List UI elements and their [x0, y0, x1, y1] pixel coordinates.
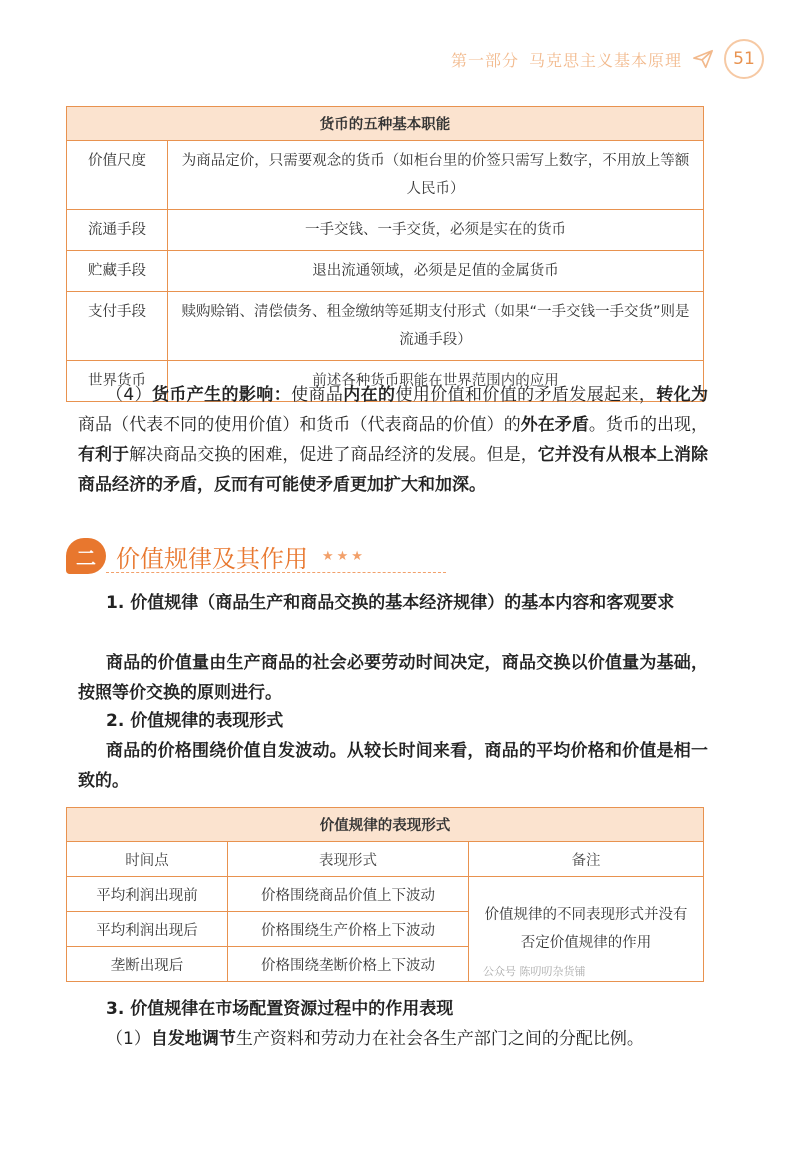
- money-impact-paragraph: [78, 380, 708, 500]
- item1-body: 商品的价值量由生产商品的社会必要劳动时间决定，商品交换以价值量为基础，按照等价交换的原则进行。: [78, 653, 708, 703]
- page-header: [451, 38, 764, 80]
- function-name: 世界货币: [67, 361, 168, 402]
- table-title: 货币的五种基本职能: [67, 107, 704, 141]
- column-header: 备注: [469, 842, 704, 877]
- section-underline: [106, 572, 446, 573]
- para-number: （1）: [106, 1029, 151, 1049]
- function-desc: 一手交钱、一手交货，必须是实在的货币: [168, 210, 704, 251]
- function-desc: 退出流通领域，必须是足值的金属货币: [168, 251, 704, 292]
- table-row: [67, 141, 704, 210]
- note-text: 价值规律的不同表现形式并没有否定价值规律的作用: [484, 907, 688, 951]
- bold-text: 货币产生的影响：: [151, 385, 292, 405]
- function-name: 贮藏手段: [67, 251, 168, 292]
- watermark: 公众号 陈叨叨杂货铺: [483, 965, 586, 978]
- para-text: 。货币的出现，: [588, 415, 709, 435]
- table-header-row: [67, 842, 704, 877]
- para-text: 使商品: [291, 385, 344, 405]
- section-title: 价值规律及其作用: [116, 544, 308, 573]
- function-desc: 为商品定价，只需要观念的货币（如柜台里的价签只需写上数字，不用放上等额人民币）: [168, 141, 704, 210]
- bold-text: 转化为: [656, 385, 709, 405]
- para-text: 商品（代表不同的使用价值）和货币（代表商品的价值）的: [78, 415, 521, 435]
- section-heading: [66, 534, 466, 578]
- bold-text: 有利于: [78, 445, 130, 465]
- time-point: 平均利润出现前: [67, 877, 228, 912]
- function-desc: 赎购赊销、清偿债务、租金缴纳等延期支付形式（如果“一手交钱一手交货”则是流通手段）: [168, 292, 704, 361]
- para-text: 解决商品交换的困难，促进了商品经济的发展。但是，: [129, 445, 538, 465]
- item3-sub-paragraph: [78, 1024, 708, 1054]
- item2-body: 商品的价格围绕价值自发波动。从较长时间来看，商品的平均价格和价值是相一致的。: [78, 741, 708, 791]
- time-point: 垄断出现后: [67, 947, 228, 982]
- table-title: 价值规律的表现形式: [67, 808, 704, 842]
- column-header: 表现形式: [228, 842, 469, 877]
- table-row: [67, 292, 704, 361]
- function-name: 价值尺度: [67, 141, 168, 210]
- table-row: [67, 210, 704, 251]
- bold-text: 它并没有从根本上消除商品经济的矛盾，反而有可能使矛盾更加扩大和加深。: [78, 445, 709, 495]
- note-cell: [469, 877, 704, 982]
- form-cell: 价格围绕垄断价格上下波动: [228, 947, 469, 982]
- para-text: 使用价值和价值的矛盾发展起来，: [395, 385, 657, 405]
- table-row: [67, 877, 704, 912]
- function-name: 支付手段: [67, 292, 168, 361]
- para-text: 生产资料和劳动力在社会各生产部门之间的分配比例。: [235, 1029, 644, 1049]
- header-title: 马克思主义基本原理: [528, 50, 682, 70]
- value-law-forms-table: [66, 807, 704, 982]
- header-part: 第一部分: [450, 50, 519, 70]
- paper-plane-icon: [692, 48, 714, 70]
- section-number-badge: 二: [66, 538, 106, 574]
- form-cell: 价格围绕生产价格上下波动: [228, 912, 469, 947]
- column-header: 时间点: [67, 842, 228, 877]
- function-desc: 前述各种货币职能在世界范围内的应用: [168, 361, 704, 402]
- item2-heading: 2. 价值规律的表现形式: [106, 711, 284, 731]
- bold-text: 内在的: [343, 385, 396, 405]
- function-name: 流通手段: [67, 210, 168, 251]
- item3-heading: 3. 价值规律在市场配置资源过程中的作用表现: [106, 999, 454, 1019]
- para-number: （4）: [106, 385, 152, 405]
- bold-text: 自发地调节: [150, 1029, 236, 1049]
- money-functions-table: [66, 106, 704, 402]
- table-row: [67, 251, 704, 292]
- difficulty-stars: ★★★: [322, 548, 366, 564]
- form-cell: 价格围绕商品价值上下波动: [228, 877, 469, 912]
- item1-heading: 1. 价值规律（商品生产和商品交换的基本经济规律）的基本内容和客观要求: [106, 593, 675, 613]
- page-number: 51: [724, 39, 764, 79]
- bold-text: 外在矛盾: [520, 415, 589, 435]
- time-point: 平均利润出现后: [67, 912, 228, 947]
